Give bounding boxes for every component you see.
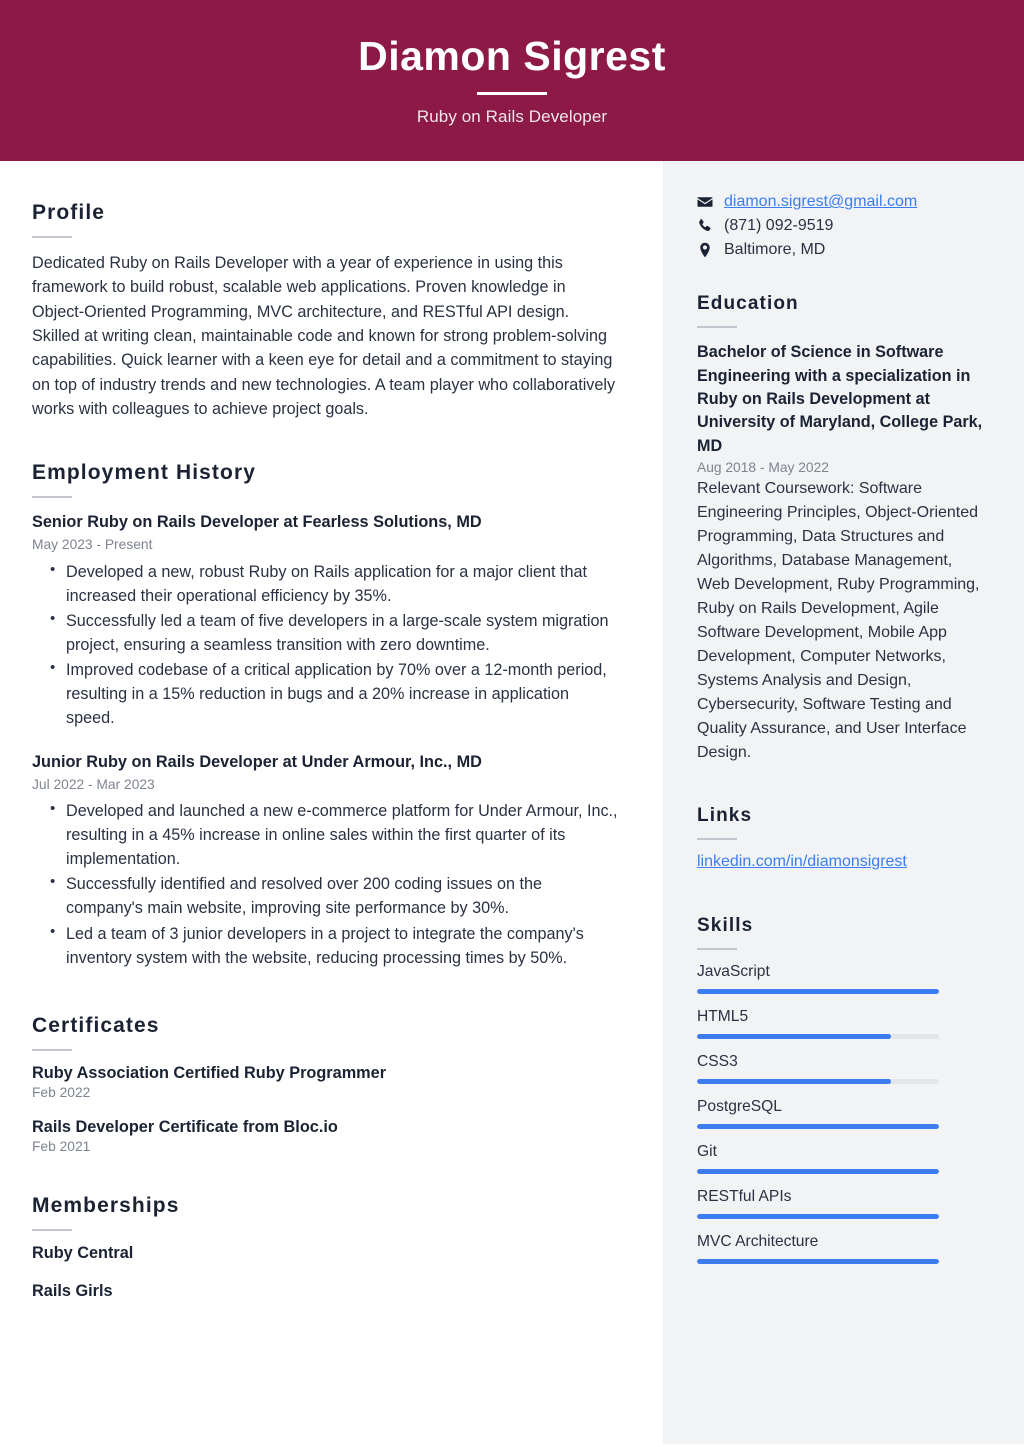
- skill-label: JavaScript: [697, 962, 770, 980]
- skill-item: [697, 1008, 984, 1039]
- certificate-name: Ruby Association Certified Ruby Programmer: [32, 1063, 387, 1082]
- skill-item: [697, 1188, 984, 1219]
- education-description: Relevant Coursework: Software Engineering Principles, Object-Oriented Programming, Data Structures and Algorithms, Database Management, Web Development, Ruby Programming, Ruby on Rails Development, Agile Software Development, Mobile App Development, Computer Networks, Systems Analysis and Design, Cybersecurity, Software Testing and Quality Assurance, and User Interface Design.: [697, 479, 980, 761]
- membership-item: Ruby Central: [32, 1243, 134, 1262]
- section-certificates: [32, 1014, 621, 1154]
- contact-phone-value: (871) 092-9519: [724, 217, 834, 235]
- skills-heading: Skills: [697, 914, 754, 936]
- phone-icon: [697, 218, 713, 234]
- certificate-date: Feb 2022: [32, 1084, 91, 1100]
- employment-heading: Employment History: [32, 461, 257, 485]
- memberships-heading-rule: [32, 1229, 72, 1231]
- contact-email-row: [697, 193, 984, 211]
- employment-entry-date: Jul 2022 - Mar 2023: [32, 776, 155, 792]
- skills-heading-rule: [697, 948, 737, 950]
- skill-item: [697, 1098, 984, 1129]
- skill-progress-fill: [697, 989, 939, 994]
- employment-heading-rule: [32, 496, 72, 498]
- header-divider: [477, 92, 547, 95]
- skill-label: RESTful APIs: [697, 1187, 792, 1205]
- skill-progress-track: [697, 1034, 939, 1039]
- skill-progress-fill: [697, 1214, 939, 1219]
- header-job-title: Ruby on Rails Developer: [416, 107, 608, 127]
- employment-entry: [32, 511, 621, 730]
- page-title: Diamon Sigrest: [358, 33, 666, 79]
- skill-progress-fill: [697, 1259, 939, 1264]
- employment-entry-bullets: [32, 799, 621, 970]
- skill-item: [697, 1143, 984, 1174]
- memberships-heading: Memberships: [32, 1193, 180, 1217]
- list-item: • Successfully led a team of five developers in a large-scale system migration project, ensuring a seamless transition with zero downtime.: [66, 609, 621, 657]
- employment-entry-bullets: [32, 560, 621, 731]
- section-memberships: [32, 1194, 621, 1301]
- skill-progress-track: [697, 1214, 939, 1219]
- contact-phone-row: [697, 217, 984, 235]
- certificate-item: [32, 1118, 621, 1154]
- list-item: • Developed and launched a new e-commerce platform for Under Armour, Inc., resulting in a 45% increase in online sales within the first quarter of its implementation.: [66, 799, 621, 871]
- list-item: • Successfully identified and resolved over 200 coding issues on the company's main website, improving site performance by 30%.: [66, 872, 621, 920]
- skill-progress-fill: [697, 1169, 939, 1174]
- links-heading-rule: [697, 838, 737, 840]
- certificates-heading: Certificates: [32, 1013, 160, 1037]
- sidebar-column: [663, 161, 1024, 1444]
- contact-email-link[interactable]: diamon.sigrest@gmail.com: [724, 193, 918, 211]
- skill-label: PostgreSQL: [697, 1097, 782, 1115]
- resume-body: [0, 161, 1024, 1444]
- skill-item: [697, 1233, 984, 1264]
- employment-entry: [32, 751, 621, 970]
- section-profile: [32, 201, 621, 421]
- links-heading: Links: [697, 804, 753, 826]
- skill-item: [697, 963, 984, 994]
- skill-progress-fill: [697, 1034, 891, 1039]
- skill-progress-track: [697, 1259, 939, 1264]
- main-column: [0, 161, 663, 1444]
- profile-heading-rule: [32, 236, 72, 238]
- skill-progress-track: [697, 1124, 939, 1129]
- list-item: • Led a team of 3 junior developers in a project to integrate the company's inventory system with the website, reducing processing times by 50%.: [66, 922, 621, 970]
- skill-label: CSS3: [697, 1052, 738, 1070]
- skill-label: Git: [697, 1142, 717, 1160]
- section-education: [697, 293, 984, 765]
- skill-item: [697, 1053, 984, 1084]
- certificate-item: [32, 1064, 621, 1100]
- certificates-heading-rule: [32, 1049, 72, 1051]
- contact-location-row: [697, 241, 984, 259]
- education-degree: Bachelor of Science in Software Engineering with a specialization in Ruby on Rails Development at University of Maryland, College Park, MD: [697, 343, 983, 455]
- location-pin-icon: [697, 242, 713, 258]
- skill-progress-track: [697, 989, 939, 994]
- section-skills: [697, 915, 984, 1264]
- list-item: • Improved codebase of a critical application by 70% over a 12-month period, resulting in a 15% reduction in bugs and a 20% increase in application speed.: [66, 658, 621, 730]
- employment-entry-title: Junior Ruby on Rails Developer at Under Armour, Inc., MD: [32, 752, 482, 771]
- education-heading-rule: [697, 326, 737, 328]
- section-employment-history: [32, 461, 621, 970]
- section-links: [697, 805, 984, 871]
- envelope-icon: [697, 194, 713, 210]
- contact-list: [697, 193, 984, 259]
- skill-progress-track: [697, 1169, 939, 1174]
- membership-item: Rails Girls: [32, 1281, 113, 1300]
- skill-label: HTML5: [697, 1007, 749, 1025]
- skill-progress-track: [697, 1079, 939, 1084]
- resume-header: [0, 0, 1024, 161]
- employment-entry-date: May 2023 - Present: [32, 537, 153, 553]
- certificate-name: Rails Developer Certificate from Bloc.io: [32, 1117, 338, 1136]
- profile-text: Dedicated Ruby on Rails Developer with a year of experience in using this framework to build robust, scalable web applications. Proven knowledge in Object-Oriented Programming, MVC architecture, and RESTful API design. Skilled at writing clean, maintainable code and known for strong problem-solving capabilities. Quick learner with a keen eye for detail and a commitment to staying on top of industry trends and new technologies. A team player who collaboratively works with colleagues to achieve project goals.: [32, 254, 616, 418]
- skill-progress-fill: [697, 1079, 891, 1084]
- certificate-date: Feb 2021: [32, 1138, 91, 1154]
- education-heading: Education: [697, 293, 799, 315]
- employment-entry-title: Senior Ruby on Rails Developer at Fearless Solutions, MD: [32, 513, 482, 532]
- list-item: • Developed a new, robust Ruby on Rails application for a major client that increased their operational efficiency by 35%.: [66, 560, 621, 608]
- skill-progress-fill: [697, 1124, 939, 1129]
- education-date: Aug 2018 - May 2022: [697, 459, 829, 475]
- skill-label: MVC Architecture: [697, 1232, 819, 1250]
- contact-location-value: Baltimore, MD: [724, 241, 826, 259]
- profile-heading: Profile: [32, 201, 106, 225]
- linkedin-link[interactable]: linkedin.com/in/diamonsigrest: [697, 852, 907, 870]
